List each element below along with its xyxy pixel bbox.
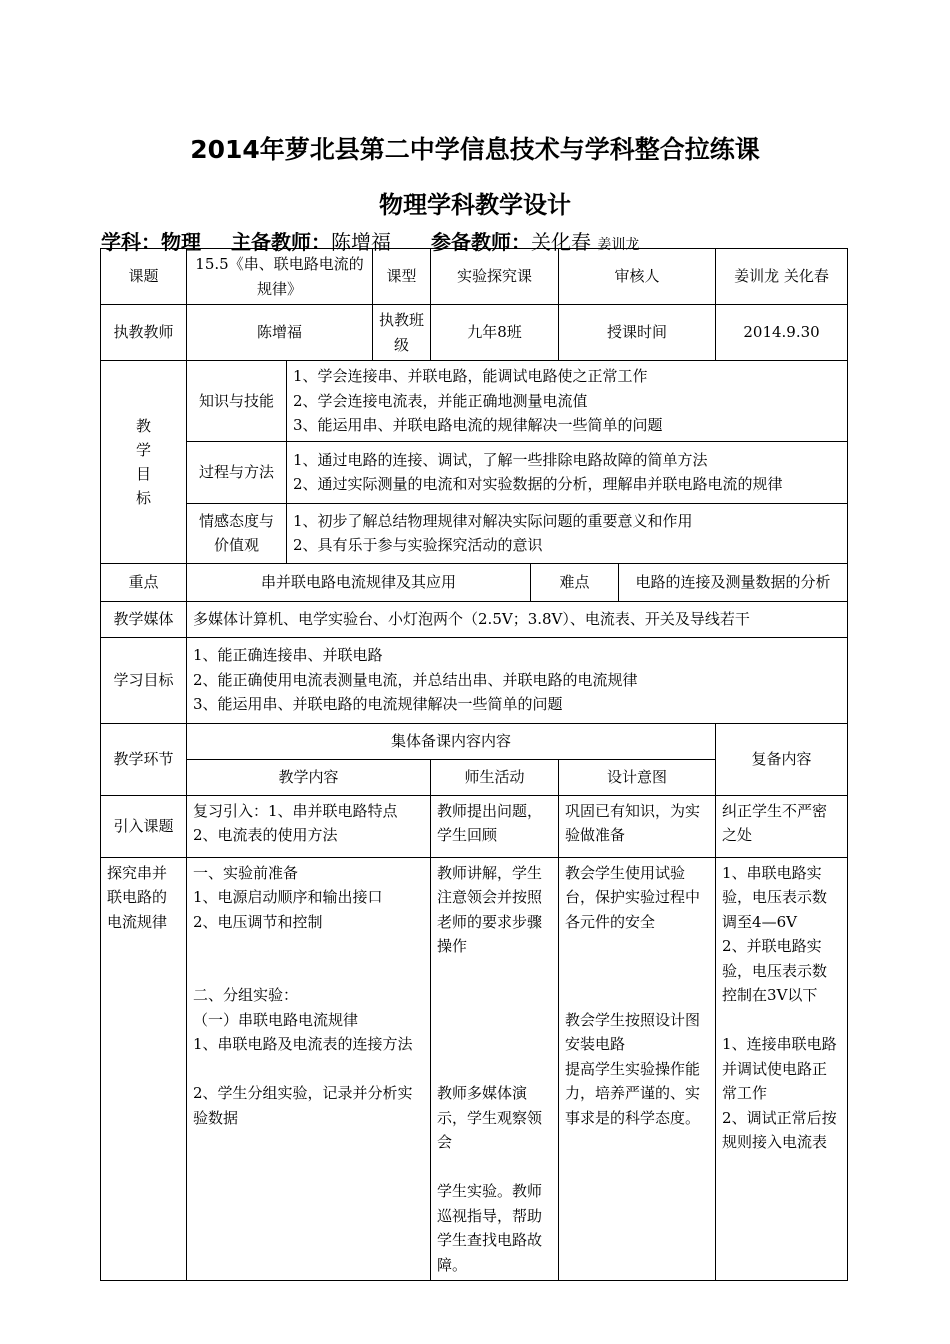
- lesson-plan-table: [100, 248, 848, 1281]
- table-row: [101, 795, 848, 857]
- lead-teacher: 陈增福: [331, 230, 391, 254]
- attitude-text: 1、初步了解总结物理规律对解决实际问题的重要意义和作用 2、具有乐于参与实验探究活动的意识: [287, 503, 848, 563]
- subject-label: 学科：物理: [101, 230, 201, 254]
- topic-value: 15.5《串、联电路电流的规律》: [187, 249, 373, 305]
- activity-cell: 教师提出问题，学生回顾: [431, 795, 559, 857]
- document-title: 2014年萝北县第二中学信息技术与学科整合拉练课: [190, 135, 760, 164]
- assist-teacher: 关化春: [531, 230, 591, 254]
- goals-text: 1、能正确连接串、并联电路 2、能正确使用电流表测量电流，并总结出串、并联电路的电流规律 3、能运用串、并联电路的电流规律解决一些简单的问题: [187, 637, 848, 723]
- intent-cell: 教会学生使用试验台，保护实验过程中各元件的安全 教会学生按照设计图安装电路 提高学生实验操作能力，培养严谨的、实事求是的科学态度。: [559, 857, 716, 1281]
- attitude-label: 情感态度与价值观: [187, 503, 287, 563]
- step-cell: 探究串并联电路的电流规律: [101, 857, 187, 1281]
- teacher-value: 陈增福: [187, 305, 373, 361]
- key-label: 重点: [101, 563, 187, 601]
- time-value: 2014.9.30: [716, 305, 848, 361]
- lead-teacher-label: 主备教师：: [231, 230, 331, 254]
- objectives-label: 教 学 目 标: [101, 361, 187, 564]
- knowledge-text: 1、学会连接串、并联电路，能调试电路使之正常工作 2、学会连接电流表，并能正确地测量电流值 3、能运用串、并联电路电流的规律解决一些简单的问题: [287, 361, 848, 442]
- teacher-label: 执教教师: [101, 305, 187, 361]
- table-row: [101, 857, 848, 1281]
- process-text: 1、通过电路的连接、调试，了解一些排除电路故障的简单方法 2、通过实际测量的电流和对实验数据的分析，理解串并联电路电流的规律: [287, 441, 848, 503]
- assist-teacher-small: 姜训龙: [597, 237, 640, 253]
- content-cell: 复习引入：1、串并联电路特点 2、电流表的使用方法: [187, 795, 431, 857]
- topic-label: 课题: [101, 249, 187, 305]
- intent-header: 设计意图: [559, 759, 716, 795]
- document-subtitle: 物理学科教学设计: [379, 191, 571, 219]
- process-label: 过程与方法: [187, 441, 287, 503]
- content-header: 教学内容: [187, 759, 431, 795]
- collective-header: 集体备课内容内容: [187, 723, 716, 759]
- assist-teacher-label: 参备教师：: [431, 230, 531, 254]
- intent-cell: 巩固已有知识，为实验做准备: [559, 795, 716, 857]
- time-label: 授课时间: [559, 305, 716, 361]
- type-label: 课型: [373, 249, 431, 305]
- activity-cell: 教师讲解，学生注意领会并按照老师的要求步骤操作 教师多媒体演示，学生观察领会 学生实验。教师巡视指导，帮助学生查找电路故障。: [431, 857, 559, 1281]
- review-header: 复备内容: [716, 723, 848, 795]
- difficult-label: 难点: [531, 563, 619, 601]
- step-cell: 引入课题: [101, 795, 187, 857]
- media-text: 多媒体计算机、电学实验台、小灯泡两个（2.5V；3.8V）、电流表、开关及导线若干: [187, 601, 848, 637]
- class-label: 执教班级: [373, 305, 431, 361]
- key-text: 串并联电路电流规律及其应用: [187, 563, 531, 601]
- review-cell: 纠正学生不严密之处: [716, 795, 848, 857]
- class-value: 九年8班: [431, 305, 559, 361]
- reviewer-value: 姜训龙 关化春: [716, 249, 848, 305]
- content-cell: 一、实验前准备 1、电源启动顺序和输出接口 2、电压调节和控制 二、分组实验： （一）串联电路电流规律 1、串联电路及电流表的连接方法 2、学生分组实验，记录并分析实验数据: [187, 857, 431, 1281]
- step-header: 教学环节: [101, 723, 187, 795]
- knowledge-label: 知识与技能: [187, 361, 287, 442]
- activity-header: 师生活动: [431, 759, 559, 795]
- review-cell: 1、串联电路实验，电压表示数调至4—6V 2、并联电路实验，电压表示数控制在3V以下 1、连接串联电路并调试使电路正常工作 2、调试正常后按规则接入电流表: [716, 857, 848, 1281]
- goals-label: 学习目标: [101, 637, 187, 723]
- media-label: 教学媒体: [101, 601, 187, 637]
- difficult-text: 电路的连接及测量数据的分析: [619, 563, 848, 601]
- type-value: 实验探究课: [431, 249, 559, 305]
- reviewer-label: 审核人: [559, 249, 716, 305]
